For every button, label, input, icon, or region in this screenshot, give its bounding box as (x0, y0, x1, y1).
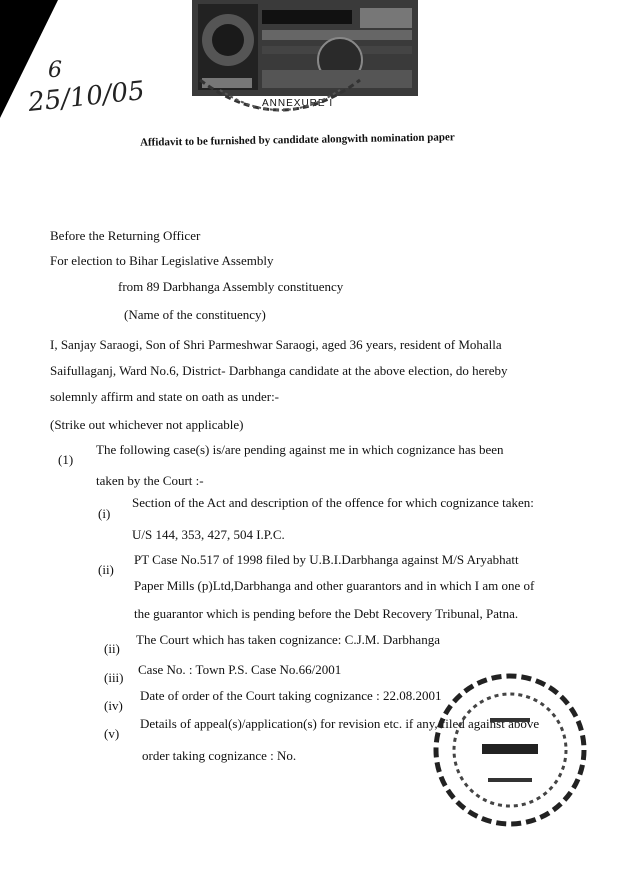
handwritten-date: 25/10/05 (26, 75, 147, 119)
sub-ii2-number: (ii) (104, 641, 120, 656)
case-number-line: Case No. : Town P.S. Case No.66/2001 (138, 662, 342, 677)
annexure-label: ANNEXURE I (262, 98, 334, 109)
sub-i-sections: U/S 144, 353, 427, 504 I.P.C. (132, 527, 285, 542)
notary-seal-icon (180, 60, 380, 140)
strike-note: (Strike out whichever not applicable) (50, 417, 244, 432)
sub-v-number: (v) (104, 726, 120, 741)
appeal-line-1: Details of appeal(s)/application(s) for revision etc. if any, filed against above (140, 716, 540, 731)
appeal-line-2: order taking cognizance : No. (142, 748, 297, 763)
sub-i-text: Section of the Act and description of the offence for which cognizance taken: (132, 495, 534, 510)
item-1-line-2: taken by the Court :- (96, 473, 204, 488)
election-line: For election to Bihar Legislative Assembly (50, 253, 274, 268)
declaration-line-3: solemnly affirm and state on oath as under:- (50, 389, 280, 404)
official-round-seal-icon (420, 660, 590, 830)
item-1-line-1: The following case(s) is/are pending against me in which cognizance has been (96, 442, 504, 457)
declaration-line-2: Saifullaganj, Ward No.6, District- Darbhanga candidate at the above election, do hereby (50, 363, 508, 378)
handwritten-mark: 6 (48, 58, 62, 83)
sub-iii-number: (iii) (104, 670, 124, 685)
sub-ii-line-3: the guarantor which is pending before the Debt Recovery Tribunal, Patna. (134, 606, 519, 621)
document-title: Affidavit to be furnished by candidate alongwith nomination paper (139, 131, 455, 149)
court-line: The Court which has taken cognizance: C.J.M. Darbhanga (136, 632, 440, 647)
constituency-line: from 89 Darbhanga Assembly constituency (118, 279, 344, 294)
order-date-line: Date of order of the Court taking cognizance : 22.08.2001 (140, 688, 442, 703)
sub-ii-line-1: PT Case No.517 of 1998 filed by U.B.I.Darbhanga against M/S Aryabhatt (134, 552, 519, 567)
sub-ii-number: (ii) (98, 562, 114, 577)
sub-ii-line-2: Paper Mills (p)Ltd,Darbhanga and other guarantors and in which I am one of (134, 578, 535, 593)
addressee-line: Before the Returning Officer (50, 228, 201, 243)
sub-iv-number: (iv) (104, 698, 123, 713)
constituency-note: (Name of the constituency) (124, 307, 266, 322)
declaration-line-1: I, Sanjay Saraogi, Son of Shri Parmeshwar Saraogi, aged 36 years, resident of Mohalla (50, 337, 502, 352)
item-1-number: (1) (58, 452, 74, 467)
sub-i-number: (i) (98, 506, 111, 521)
